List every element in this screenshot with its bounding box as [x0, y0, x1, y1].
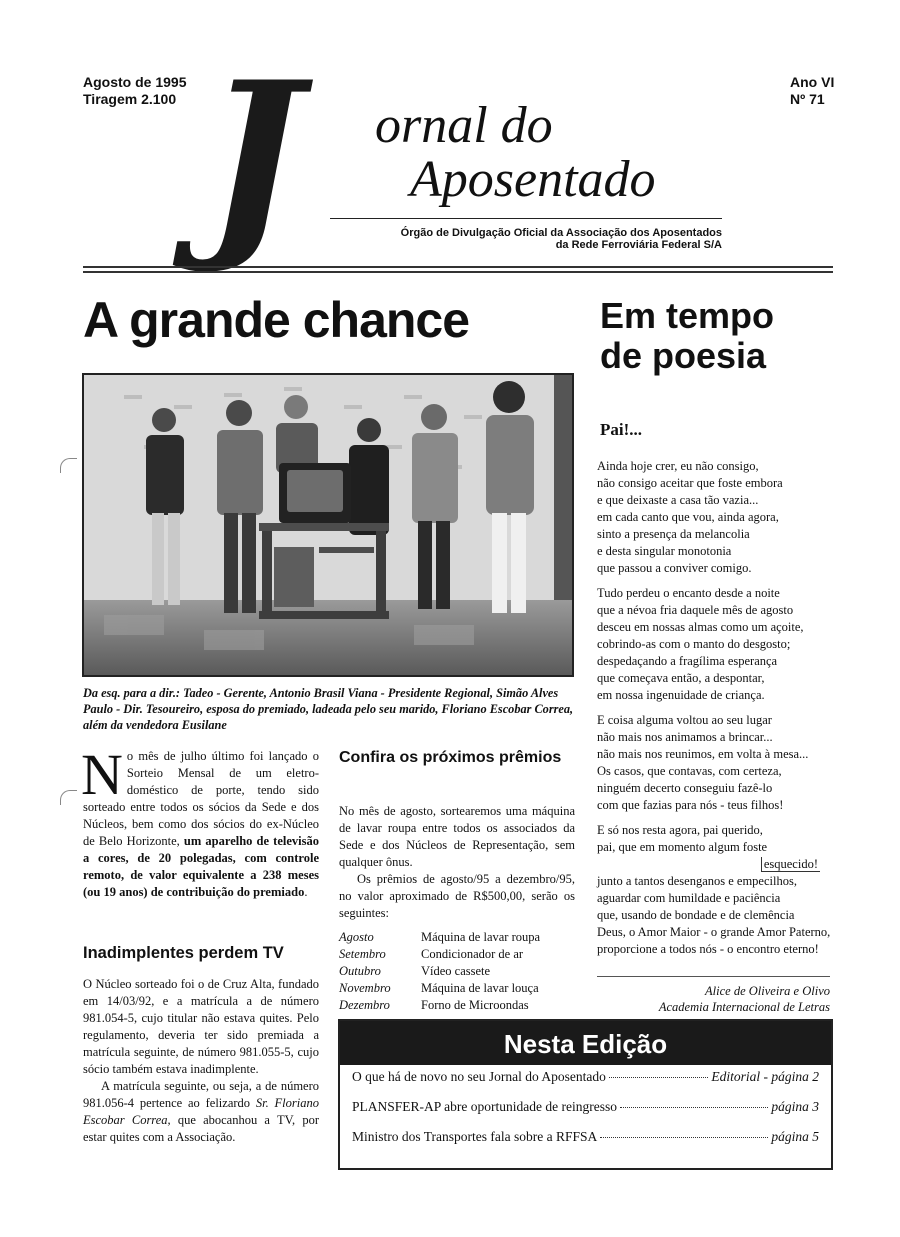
poetry-title-line1: Em tempo [600, 295, 775, 336]
poem-stanza [597, 712, 842, 814]
in-this-issue-box [338, 1019, 833, 1170]
subtitle-line2: da Rede Ferroviária Federal S/A [555, 239, 722, 251]
subhead-proximos-premios: Confira os próximos prêmios [339, 749, 562, 766]
prize-item: Máquina de lavar louça [421, 981, 539, 995]
drop-cap: N [81, 742, 123, 807]
poem-line: e desta singular monotonia [597, 544, 732, 558]
television [279, 463, 351, 523]
prize-row [339, 929, 575, 946]
prizes-paragraph-1: No mês de agosto, sortearemos uma máquina de lavar roupa entre todos os associados da Sede e dos Núcleos de Representação, sem qualquer ônus. [339, 804, 575, 869]
prize-row [339, 963, 575, 980]
prize-item: Máquina de lavar roupa [421, 930, 541, 944]
prize-month: Setembro [339, 947, 386, 961]
main-story-continued [83, 976, 319, 1146]
poem-line: despedaçando a fragílima esperança [597, 654, 778, 668]
prize-month: Novembro [339, 981, 391, 995]
poem-line: que, usando de bondade e de clemência [597, 908, 795, 922]
poem-line: não mais nos animamos a brincar... [597, 730, 773, 744]
masthead-divider [83, 266, 833, 273]
poem-line: não consigo aceitar que foste embora [597, 476, 783, 490]
prize-month: Dezembro [339, 998, 390, 1012]
masthead-title-line2: Aposentado [410, 151, 656, 208]
masthead-subtitle [330, 227, 722, 251]
poem-line: E só nos resta agora, pai querido, [597, 823, 763, 837]
poem-line: que passou a conviver comigo. [597, 561, 752, 575]
poetry-section-title [600, 296, 774, 376]
intro-bold-text: um aparelho de televisão a cores, de 20 polegadas, com controle remoto, de valor equivalente a 238 meses (ou 19 anos) de contribuição do premiado [83, 834, 320, 899]
poem-line: ninguém decerto conseguiu fazê-lo [597, 781, 773, 795]
door-frame [554, 375, 572, 605]
prizes-paragraph-2: Os prêmios de agosto/95 a dezembro/95, no valor aproximado de R$500,00, serão os seguintes: [339, 872, 575, 920]
toc-item-label: O que há de novo no seu Jornal do Aposentado [352, 1069, 606, 1084]
toc-item-page: página 3 [771, 1099, 819, 1114]
masthead-title-rule [330, 218, 722, 219]
poem-line: Deus, o Amor Maior - o grande Amor Paterno, [597, 925, 831, 939]
poem-stanza [597, 585, 842, 704]
poem-line: com que fazias para nós - teus filhos! [597, 798, 784, 812]
toc-item-editorial[interactable] [340, 1069, 831, 1095]
in-this-issue-title: Nesta Edição [340, 1021, 831, 1065]
prize-item: Vídeo cassete [421, 964, 491, 978]
poem-author-block [597, 983, 830, 1015]
poem-line: junto a tantos desenganos e empecilhos, [597, 874, 797, 888]
prize-row [339, 997, 575, 1014]
issue-number: Nº 71 [790, 91, 825, 107]
poem-line: aguardar com humildade e paciência [597, 891, 781, 905]
poem-line: que a névoa fria daquele mês de agosto [597, 603, 794, 617]
masthead-title-line1: ornal do [375, 97, 553, 154]
paragraph-winner [83, 1078, 319, 1146]
issue-date: Agosto de 1995 [83, 74, 187, 90]
toc-item-page: Editorial - página 2 [711, 1069, 819, 1084]
main-story-intro [81, 742, 320, 901]
poem-line: em nossa ingenuidade de criança. [597, 688, 765, 702]
poem-line [597, 856, 842, 873]
prize-row [339, 980, 575, 997]
prize-month: Outubro [339, 964, 381, 978]
subtitle-line1: Órgão de Divulgação Oficial da Associação dos Aposentados [400, 227, 722, 239]
issue-year: Ano VI [790, 74, 835, 90]
toc-item-plansfer[interactable] [340, 1099, 831, 1125]
prize-photo [82, 373, 574, 677]
circulation: Tiragem 2.100 [83, 91, 177, 107]
poem-title: Pai!... [600, 420, 643, 439]
prize-month: Agosto [339, 930, 374, 944]
masthead-initial-j: J [205, 38, 302, 278]
paragraph-cruz-alta: O Núcleo sorteado foi o de Cruz Alta, fundado em 14/03/92, e a matrícula a de número 981.054-5, cujo titular não estava quites. Pelo regulamento, deveria ter sido premiada a matrícula seguinte, de número 981.055-5, cujo sócio também estava inadimplente. [83, 977, 319, 1076]
poem-line: e que deixaste a casa tão vazia... [597, 493, 759, 507]
intro-text: o mês de julho último foi lançado o Sorteio Mensal de um eletro-doméstico de porte, tendo sido sorteado entre todos os sócios da Sede e dos Núcleos, bem como dos sócios do ex-Núcleo de Belo Horizonte, [83, 749, 319, 848]
poetry-title-line2: de poesia [600, 335, 767, 376]
poem-stanza [597, 458, 842, 577]
prize-item: Condicionador de ar [421, 947, 524, 961]
prizes-list [339, 929, 575, 1014]
toc-item-label: Ministro dos Transportes fala sobre a RFFSA [352, 1129, 598, 1144]
winner-text-end: que abocanhou a TV, por estar quites com a Associação. [83, 1113, 319, 1144]
poem-author-affiliation: Academia Internacional de Letras [658, 1000, 830, 1014]
prizes-text [339, 803, 575, 922]
poem-line: pai, que em momento algum foste [597, 840, 768, 854]
poem-line: não mais nos reunimos, em volta à mesa... [597, 747, 809, 761]
issue-number-block [790, 74, 834, 108]
prize-item: Forno de Microondas [421, 998, 529, 1012]
toc-item-page: página 5 [771, 1129, 819, 1144]
subhead-inadimplentes: Inadimplentes perdem TV [83, 944, 284, 962]
poem-line: em cada canto que vou, ainda agora, [597, 510, 779, 524]
intro-end: . [304, 885, 308, 899]
toc-item-ministro[interactable] [340, 1129, 831, 1155]
photo-caption: Da esq. para a dir.: Tadeo - Gerente, Antonio Brasil Viana - Presidente Regional, Simão Alves Paulo - Dir. Tesoureiro, esposa do premiado, ladeada pelo seu marido, Floriano Escobar Correa, além da vendedora Eusilane [83, 686, 574, 732]
toc-dot-leader [609, 1077, 709, 1078]
poem-line: Os casos, que contavas, com certeza, [597, 764, 782, 778]
issue-date-block [83, 74, 186, 108]
poem-line: sinto a presença da melancolia [597, 527, 750, 541]
toc-item-label: PLANSFER-AP abre oportunidade de reingresso [352, 1099, 617, 1114]
toc-dot-leader [620, 1107, 768, 1108]
toc-dot-leader [600, 1137, 768, 1138]
poem-line: que começava então, a despontar, [597, 671, 765, 685]
poem-body [597, 458, 842, 966]
poem-author: Alice de Oliveira e Olivo [705, 984, 830, 998]
main-headline: A grande chance [83, 292, 470, 348]
poem-stanza [597, 822, 842, 958]
prize-photo-illustration [84, 375, 572, 675]
winner-name: Sr. Floriano Escobar Correa, [83, 1096, 319, 1127]
poem-line: desceu em nossas almas como um açoite, [597, 620, 804, 634]
margin-mark [60, 790, 77, 805]
poem-line: Ainda hoje crer, eu não consigo, [597, 459, 759, 473]
poem-line: cobrindo-as com o manto do desgosto; [597, 637, 791, 651]
poem-author-rule [597, 976, 830, 977]
prize-row [339, 946, 575, 963]
poem-line: E coisa alguma voltou ao seu lugar [597, 713, 772, 727]
poem-line-bracketed: esquecido! [761, 857, 820, 872]
poem-line: Tudo perdeu o encanto desde a noite [597, 586, 780, 600]
poem-line: proporcione a todos nós - o encontro eterno! [597, 942, 819, 956]
margin-mark [60, 458, 77, 473]
winner-text-start: A matrícula seguinte, ou seja, a de número 981.056-4 pertence ao felizardo [83, 1079, 319, 1110]
